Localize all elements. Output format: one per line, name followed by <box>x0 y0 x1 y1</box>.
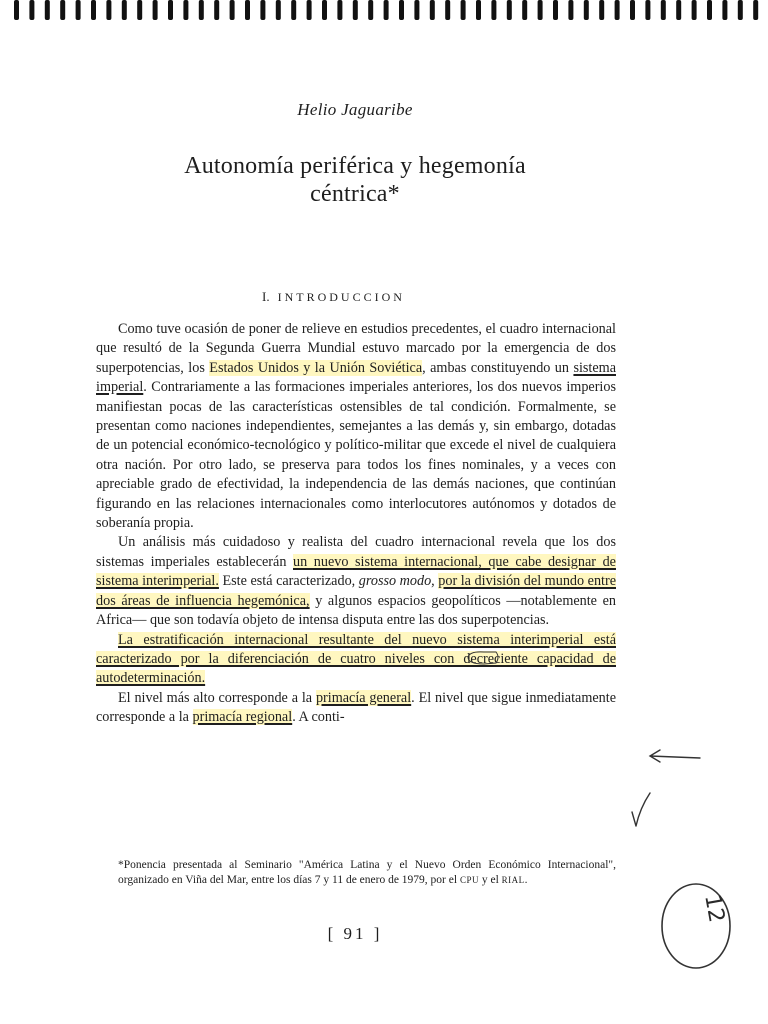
margin-arrow-icon <box>650 750 700 762</box>
article-title <box>100 152 610 208</box>
underlined-text: La estratificación internacional resultante del nuevo sistema interimperial está caracterizado por la diferenciación de cuatro niveles con decreciente capacidad de autodeterminación. <box>96 631 616 687</box>
page-number: [ 91 ] <box>327 924 383 943</box>
paragraph-4 <box>96 689 616 728</box>
paragraph-2 <box>96 533 616 630</box>
underlined-text: sistema imperial <box>96 359 616 396</box>
text-run: . A conti- <box>292 709 345 726</box>
underlined-text: por la división del mundo entre dos áreas de influencia hegemónica, <box>96 573 616 609</box>
handwritten-number: 12 <box>699 892 729 925</box>
text-run: y algunos espacios geopolíticos —notablemente en Africa— que son todavía objeto de intensa disputa entre las dos superpotencias. <box>96 592 617 629</box>
underlined-text: un nuevo sistema internacional, que cabe designar de sistema interimperial. <box>96 553 616 590</box>
footnote-acronym: RIAL <box>501 875 525 885</box>
text-run: , <box>431 573 439 590</box>
text-run: El nivel más alto corresponde a la <box>118 689 316 706</box>
title-line-1: Autonomía periférica y hegemonía <box>184 153 526 179</box>
footnote-text: . <box>524 874 528 886</box>
section-number: I. <box>262 289 270 304</box>
text-run: Este está caracterizado, <box>218 573 359 590</box>
text-run: , ambas constituyendo un <box>422 359 574 376</box>
author-name: Helio Jaguaribe <box>297 100 413 119</box>
section-name: INTRODUCCION <box>277 290 405 304</box>
text-run: Como tuve ocasión de poner de relieve en estudios precedentes, el cuadro internacional que resultó de la Segunda Guerra Mundial estuvo marcado por la emergencia de dos superpotencias, los <box>96 321 616 376</box>
footnote-text: y el <box>478 874 502 886</box>
footnote-text: *Ponencia presentada al Seminario "América Latina y el Nuevo Orden Económico Internacional", organizado en Viña del Mar, entre los días 7 y 11 de enero de 1979, por el <box>118 859 616 886</box>
margin-checkmark-icon <box>632 793 650 826</box>
paragraph-3 <box>96 631 616 689</box>
footnote <box>96 858 616 888</box>
italic-text: grosso modo <box>358 573 432 590</box>
title-line-2: céntrica* <box>310 181 400 207</box>
highlighted-text: Estados Unidos y la Unión Soviética <box>209 359 423 376</box>
paragraph-1 <box>96 320 616 533</box>
text-run: Un análisis más cuidadoso y realista del cuadro internacional revela que los dos sistemas imperiales establecerán <box>96 534 616 570</box>
text-run: . El nivel que sigue inmediatamente corresponde a la <box>96 689 616 726</box>
underlined-text: primacía regional <box>192 709 293 726</box>
body-text <box>96 320 616 728</box>
section-heading <box>262 289 405 305</box>
footnote-acronym: CPU <box>459 875 479 885</box>
underlined-text: primacía general <box>315 689 412 706</box>
text-run: . Contrariamente a las formaciones imperiales anteriores, los dos nuevos imperios manifiestan pocas de las características ostensibles de tal condición. Formalmente, se presentan como naciones independientes, semejantes a las demás y, sin embargo, dotadas de un potencial económico-tecnológico y político-militar que excede el nivel de cualquiera otra nación. Por otro lado, se preserva para todos los fines nominales, y a veces con apreciable grado de efectividad, la independencia de las demás naciones, que continúan figurando en las relaciones internacionales como interlocutores autónomos y dotados de soberanía propia. <box>96 379 616 532</box>
